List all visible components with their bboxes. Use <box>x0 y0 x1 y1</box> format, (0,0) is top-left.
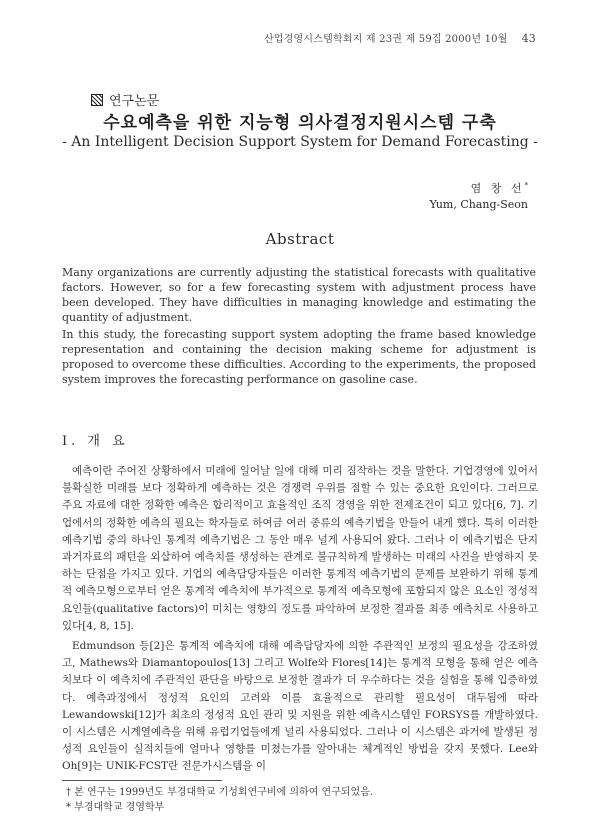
abstract-heading: Abstract <box>265 230 335 248</box>
hatched-square-icon <box>91 94 103 106</box>
body-paragraph: 예측이란 주어진 상황하에서 미래에 일어날 일에 대해 미리 짐작하는 것을 말한다. 기업경영에 있어서 불확실한 미래를 보다 정확하게 예측하는 것은 경쟁력 우위를 점할 수 있는 중요한 요인이다. 그러므로 주요 자료에 대한 정확한 예측은 합리적이고 효율적인 조직 경영을 위한 전제조건이 되고 있다[6, 7]. 기업에서의 정확한 예측의 필요는 학자들로 하여금 여러 종류의 예측기법을 만들어 내게 했다. 특히 이러한 예측기법 중의 하나인 통계적 예측기법은 그 동안 매우 널게 사용되어 왔다. 그러나 이 예측기법은 단지 과거자료의 패턴을 외삽하여 예측치를 생성하는 관계로 불규칙하게 발생하는 미래의 사건을 반영하지 못하는 단점을 가지고 있다. 기업의 예측담당자들은 이러한 통계적 예측기법의 문제를 보완하기 위해 통계적 예측모형으로부터 얻은 통계적 예측치에 부가적으로 통계적 예측모형에 포함되지 않은 요소인 정성적 요인들(qualitative factors)이 미치는 영향의 정도를 파악하여 보정한 결과를 최종 예측치로 사용하고 있다[4, 8, 15]. <box>62 465 538 632</box>
footnotes <box>66 785 373 815</box>
author-korean <box>471 180 528 196</box>
article-type <box>91 90 159 109</box>
footnote-affiliation: * 부경대학교 경영학부 <box>66 802 165 813</box>
author-name-korean: 염 창 선 <box>470 182 525 195</box>
article-type-label: 연구논문 <box>109 94 160 109</box>
title-english: - An Intelligent Decision Support System for Demand Forecasting - <box>62 134 538 150</box>
section-body <box>62 463 538 776</box>
page-number: 43 <box>521 32 536 45</box>
footnote-funding: † 본 연구는 1999년도 부경대학교 기성회연구비에 의하여 연구되었음. <box>66 787 374 798</box>
abstract-body <box>62 265 536 387</box>
body-paragraph: Edmundson 등[2]은 통계적 예측치에 대해 예측담당자에 의한 주관적인 보정의 필요성을 강조하였고, Mathews와 Diamantopoulos[13] 그리고 Wolfe와 Flores[14]는 통계적 모형을 통해 얻은 예측치보다 이 예측치에 주관적인 판단을 바탕으로 보정한 결과가 더 우수하다는 것을 실험을 통해 입증하였다. 예측과정에서 정성적 요인의 고려와 이를 효율적으로 관리할 필요성이 대두됨에 따라 Lewandowski[12]가 최초의 정성적 요인 관리 및 지원을 위한 예측시스템인 FORSYS를 개발하였다. 이 시스템은 시계열예측을 위해 유럽기업들에게 널리 사용되었다. 그러나 이 시스템은 과거에 발생된 정성적 요인들이 실적치들에 얼마나 영향를 미쳤는가를 알아내는 체계적인 방법을 갖지 못했다. Lee와 Oh[9]는 UNIK-FCST란 전문가시스템을 이 <box>62 640 539 773</box>
section-heading: I. 개 요 <box>62 434 129 449</box>
abstract-paragraph: In this study, the forecasting support system adopting the frame based knowledge representation and containing the decision making scheme for adjustment is proposed to overcome these difficulties. According to the experiments, the proposed system improves the forecasting performance on gasoline case. <box>62 328 536 386</box>
abstract-paragraph: Many organizations are currently adjusting the statistical forecasts with qualitative factors. However, so for a few forecasting system with adjustment process have been developed. They have difficulties in managing knowledge and estimating the quantity of adjustment. <box>62 266 536 324</box>
journal-info: 산업경영시스템학회지 제 23권 제 59집 2000년 10월 <box>263 34 508 45</box>
footnote-divider <box>62 780 222 781</box>
author-english: Yum, Chang-Seon <box>429 198 528 211</box>
running-header <box>264 30 536 45</box>
title-korean: 수요예측을 위한 지능형 의사결정지원시스템 구축 <box>103 113 497 133</box>
author-mark: * <box>524 181 528 190</box>
